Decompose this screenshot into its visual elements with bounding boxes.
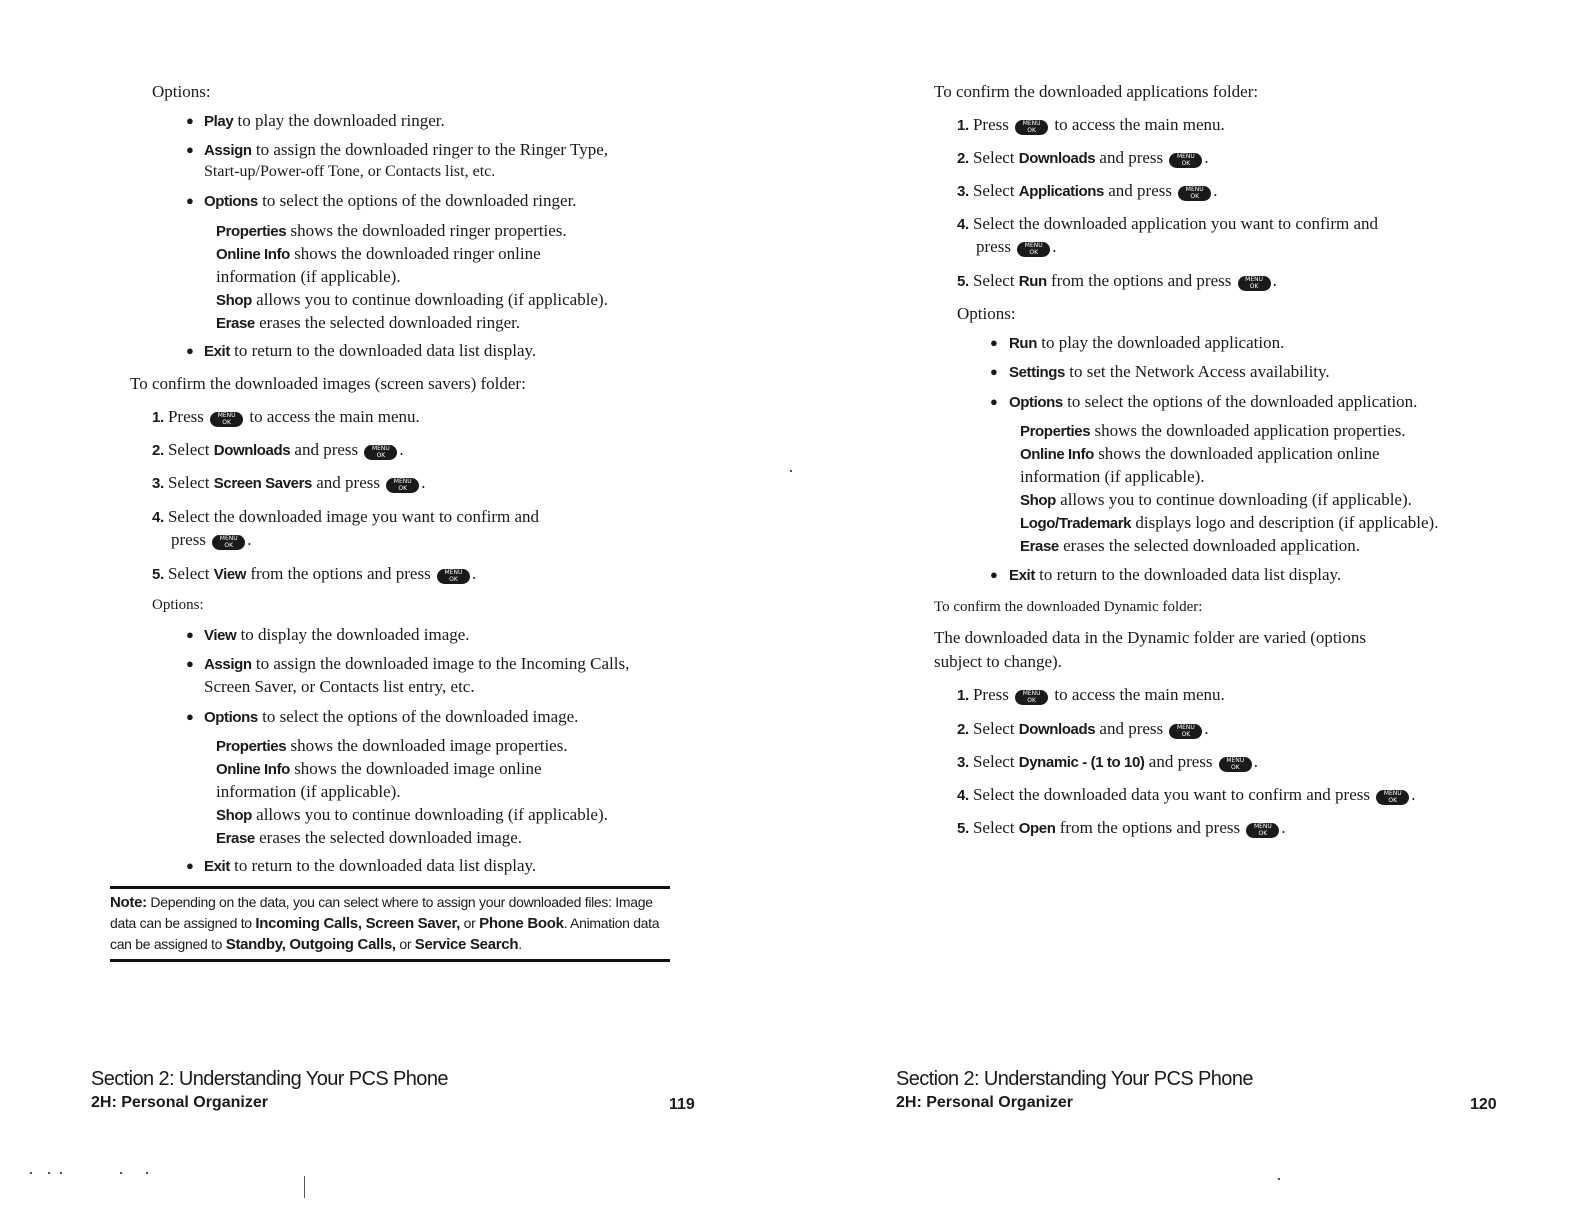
step-3: 3. Select Screen Savers and press MENU OK . [152,473,426,492]
step-4 [957,212,1378,236]
step-number: 4. [957,787,969,804]
bullet: ● [990,394,998,409]
step-text: and press [1095,148,1168,167]
menu-ok-key-icon [437,569,470,584]
step-bold: Dynamic - (1 to 10) [1018,754,1145,771]
option-item-settings [1009,360,1330,384]
sub-option-name: Shop [216,807,252,824]
step-text: Select the downloaded image you want to confirm and [163,507,540,526]
step-5: 5. Select Run from the options and press MENU OK . [957,271,1277,290]
sub-option-name: Erase [216,830,255,847]
key-label-bottom: OK [1181,731,1191,738]
sub-option-continuation [216,780,401,803]
step-number: 3. [152,475,164,492]
note-text: or [460,915,480,931]
step-4: 4. Select the downloaded data you want to confirm and press MENU OK . [957,785,1416,804]
step-text: Select [968,719,1019,738]
option-item-assign [204,138,608,162]
step-text: and press [311,473,385,492]
key-label-bottom: OK [1190,193,1200,200]
step-text: press [171,530,211,549]
bullet: ● [186,193,194,208]
option-item-exit [1009,563,1341,587]
option-name: View [204,627,237,644]
step-number: 1. [957,687,969,704]
menu-ok-key-icon [1376,790,1409,805]
option-name: Play [204,113,234,130]
footer-subtitle: 2H: Personal Organizer [91,1094,268,1111]
menu-ok-key-icon [210,412,243,427]
step-text: and press [1095,719,1168,738]
sub-option-erase [216,826,522,850]
key-label-bottom: OK [1181,160,1191,167]
images-intro: To confirm the downloaded images (screen savers) folder: [130,374,526,393]
sub-option-text: shows the downloaded application properties. [1090,421,1406,440]
step-number: 2. [957,721,969,738]
menu-ok-key-icon [364,445,397,460]
note-box [110,886,670,962]
option-item-play [204,109,445,133]
key-label-bottom: OK [1027,697,1036,704]
step-4-line2: press MENU OK . [171,530,252,549]
option-text: to return to the downloaded data list display. [229,856,537,875]
step-number: 5. [957,820,969,837]
option-text-line2: Start-up/Power-off Tone, or Contacts list, etc. [204,163,496,180]
sub-option-erase [1020,534,1360,558]
key-label-bottom: OK [376,452,386,459]
option-name: Assign [204,142,252,159]
bullet: ● [186,343,194,358]
key-label-bottom: OK [398,485,408,492]
step-text: Press [163,407,209,426]
key-label-top: MENU [444,569,463,576]
step-text: to access the main menu. [1050,115,1225,134]
menu-ok-key-icon [1219,757,1252,772]
scan-speck [790,470,792,472]
sub-option-online-info [1020,442,1380,466]
bullet: ● [186,709,194,724]
sub-option-properties [216,219,567,243]
sub-option-name: Properties [1020,423,1091,440]
bullet: ● [990,364,998,379]
option-item-assign [204,652,629,676]
sub-option-text: erases the selected downloaded ringer. [254,313,521,332]
sub-option-name: Shop [216,292,252,309]
step-number: 5. [957,273,969,290]
step-number: 2. [152,442,164,459]
step-number: 4. [957,216,969,233]
menu-ok-key-icon [212,535,245,550]
key-label-bottom: OK [1027,127,1036,134]
option-text: to play the downloaded application. [1036,333,1285,352]
sub-option-text: allows you to continue downloading (if applicable). [251,290,608,309]
step-bold: Downloads [1018,150,1096,167]
step-text: from the options and press [246,564,435,583]
step-bold: Run [1018,273,1047,290]
sub-option-name: Online Info [216,246,290,263]
sub-option-text: allows you to continue downloading (if applicable). [1055,490,1412,509]
option-text: to return to the downloaded data list display. [1034,565,1342,584]
sub-option-shop [216,288,608,312]
step-text: to access the main menu. [245,407,420,426]
dynamic-description-line2: subject to change). [934,652,1062,671]
sub-option-online-info [216,757,542,781]
sub-option-properties [216,734,568,758]
scan-speck [1278,1178,1280,1180]
step-text: to access the main menu. [1050,685,1225,704]
step-number: 1. [152,409,164,426]
key-label-bottom: OK [1230,764,1240,771]
option-text: to set the Network Access availability. [1064,362,1330,381]
option-text: to assign the downloaded ringer to the Ringer Type, [251,140,608,159]
menu-ok-key-icon [1015,690,1048,705]
option-name: Assign [204,656,252,673]
footer-section-title: Section 2: Understanding Your PCS Phone [91,1068,448,1090]
key-label-top: MENU [1253,823,1272,830]
sub-option-name: Erase [216,315,255,332]
step-bold: Applications [1018,183,1104,200]
key-label-top: MENU [1176,153,1195,160]
key-label-top: MENU [1245,276,1264,283]
key-label-bottom: OK [222,419,231,426]
step-text: from the options and press [1046,271,1236,290]
menu-ok-key-icon [1178,186,1211,201]
step-bold: Downloads [213,442,291,459]
option-text: to return to the downloaded data list display. [229,341,537,360]
option-text: to display the downloaded image. [236,625,470,644]
menu-ok-key-icon [386,478,419,493]
sub-option-text: shows the downloaded application online [1093,444,1380,463]
scan-speck [146,1172,148,1174]
option-item-options [204,705,578,729]
option-item-exit [204,339,536,363]
step-2: 2. Select Downloads and press MENU OK . [957,148,1209,167]
option-item-exit [204,854,536,878]
sub-option-text: erases the selected downloaded application. [1058,536,1361,555]
sub-option-text: shows the downloaded ringer online [289,244,541,263]
sub-option-name: Properties [216,223,287,240]
options-label: Options: [152,597,204,613]
scan-mark [304,1176,305,1198]
page-number: 120 [1470,1096,1497,1113]
key-label-top: MENU [1185,186,1204,193]
step-number: 5. [152,566,164,583]
step-text: Select [163,440,214,459]
option-name: Run [1009,335,1037,352]
sub-option-shop [1020,488,1412,512]
note-bold: Phone Book [479,915,564,932]
key-label-top: MENU [1176,724,1195,731]
step-3: 3. Select Dynamic - (1 to 10) and press MENU OK . [957,752,1259,771]
key-label-top: MENU [1226,757,1245,764]
page-number: 119 [669,1096,695,1113]
step-bold: Downloads [1018,721,1096,738]
step-number: 3. [957,183,969,200]
bullet: ● [990,335,998,350]
sub-option-name: Shop [1020,492,1056,509]
key-label-top: MENU [393,478,412,485]
sub-option-online-info [216,242,541,266]
step-text: Select [968,752,1019,771]
menu-ok-key-icon [1017,242,1050,257]
bullet: ● [186,858,194,873]
step-text: and press [290,440,363,459]
option-item-view [204,623,470,647]
menu-ok-key-icon [1169,724,1202,739]
dynamic-intro: To confirm the downloaded Dynamic folder: [934,599,1203,615]
sub-option-erase [216,311,520,335]
option-item-options [204,189,577,213]
step-text: Select [968,148,1019,167]
step-number: 2. [957,150,969,167]
note-text: . [518,936,522,952]
key-label-bottom: OK [449,576,458,583]
key-label-bottom: OK [1029,249,1039,256]
step-text: Select the downloaded data you want to confirm and press [968,785,1375,804]
key-label-top: MENU [1022,120,1041,127]
bullet: ● [990,567,998,582]
option-item-run [1009,331,1284,355]
key-label-bottom: OK [1388,797,1398,804]
sub-option-text: information (if applicable). [216,782,401,801]
step-5: 5. Select Open from the options and press MENU OK . [957,818,1286,837]
sub-option-text: information (if applicable). [1020,467,1205,486]
option-text: to play the downloaded ringer. [233,111,445,130]
option-name: Options [1009,394,1063,411]
footer-subtitle: 2H: Personal Organizer [896,1094,1073,1111]
key-label-top: MENU [1022,690,1041,697]
note-text: Depending on the data, you can select where to assign your downloaded files: Image data can be assigned to [110,894,653,931]
scan-speck [30,1172,32,1174]
option-name: Options [204,709,258,726]
step-text: Select [968,271,1019,290]
sub-option-text: erases the selected downloaded image. [254,828,523,847]
key-label-bottom: OK [1258,830,1268,837]
step-text: Select [163,564,214,583]
step-bold: View [213,566,247,583]
sub-option-continuation [1020,465,1205,488]
note-bold: Service Search [414,936,519,953]
step-text: Press [968,115,1014,134]
bullet: ● [186,142,194,157]
option-text-line2: Screen Saver, or Contacts list entry, etc. [204,677,475,696]
step-text: Select the downloaded application you want to confirm and [968,214,1379,233]
menu-ok-key-icon [1246,823,1279,838]
option-text: to assign the downloaded image to the Incoming Calls, [251,654,630,673]
key-label-bottom: OK [1249,283,1259,290]
step-1 [152,405,420,429]
step-text: press [976,237,1016,256]
sub-option-text: displays logo and description (if applicable). [1131,513,1439,532]
step-text: and press [1103,181,1177,200]
step-text: Select [163,473,214,492]
key-label-top: MENU [371,445,390,452]
step-number: 4. [152,509,164,526]
step-2: 2. Select Downloads and press MENU OK . [957,719,1209,738]
step-text: Press [968,685,1014,704]
option-text: to select the options of the downloaded application. [1062,392,1418,411]
options-label: Options: [957,304,1016,323]
step-text: Select [968,181,1019,200]
options-label: Options: [152,82,211,101]
key-label-top: MENU [217,412,236,419]
scan-speck [60,1172,62,1174]
bullet: ● [186,113,194,128]
step-bold: Screen Savers [213,475,312,492]
key-label-bottom: OK [224,542,234,549]
step-text: Select [968,818,1019,837]
scan-speck [120,1172,122,1174]
scan-speck [48,1172,50,1174]
step-3: 3. Select Applications and press MENU OK . [957,181,1218,200]
sub-option-text: allows you to continue downloading (if applicable). [251,805,608,824]
step-2: 2. Select Downloads and press MENU OK . [152,440,404,459]
apps-intro: To confirm the downloaded applications folder: [934,82,1259,101]
option-name: Settings [1009,364,1065,381]
note-bold: Incoming Calls, Screen Saver, [255,915,461,932]
menu-ok-key-icon [1169,153,1202,168]
menu-ok-key-icon [1238,276,1271,291]
sub-option-name: Properties [216,738,287,755]
bullet: ● [186,656,194,671]
sub-option-text: information (if applicable). [216,267,401,286]
bullet: ● [186,627,194,642]
footer-section-title: Section 2: Understanding Your PCS Phone [896,1068,1253,1090]
note-text: or [395,936,415,952]
key-label-top: MENU [219,535,238,542]
sub-option-shop [216,803,608,827]
note-bold: Standby, Outgoing Calls, [225,936,396,953]
option-name: Exit [204,343,230,360]
step-bold: Open [1018,820,1056,837]
key-label-top: MENU [1024,242,1043,249]
sub-option-text: shows the downloaded image properties. [286,736,568,755]
key-label-top: MENU [1383,790,1402,797]
option-item-options [1009,390,1417,414]
sub-option-text: shows the downloaded image online [289,759,542,778]
step-5: 5. Select View from the options and press MENU OK . [152,564,477,583]
step-4-line2: press MENU OK . [976,237,1057,256]
sub-option-properties [1020,419,1406,443]
sub-option-name: Erase [1020,538,1059,555]
dynamic-description: The downloaded data in the Dynamic folder are varied (options [934,628,1366,647]
note-label: Note: [110,894,147,911]
sub-option-continuation [216,265,401,288]
sub-option-name: Online Info [216,761,290,778]
step-number: 3. [957,754,969,771]
note-text: . Animation data can be assigned to [110,915,660,952]
option-text: to select the options of the downloaded image. [257,707,579,726]
step-text: from the options and press [1055,818,1245,837]
step-text: and press [1144,752,1217,771]
option-name: Exit [1009,567,1035,584]
step-1 [957,113,1225,137]
sub-option-logo-trademark [1020,511,1438,535]
sub-option-name: Online Info [1020,446,1094,463]
option-name: Options [204,193,258,210]
sub-option-name: Logo/Trademark [1020,515,1132,532]
option-text: to select the options of the downloaded ringer. [257,191,577,210]
step-number: 1. [957,117,969,134]
step-4 [152,505,539,529]
sub-option-text: shows the downloaded ringer properties. [286,221,567,240]
option-name: Exit [204,858,230,875]
step-1 [957,683,1225,707]
menu-ok-key-icon [1015,120,1048,135]
